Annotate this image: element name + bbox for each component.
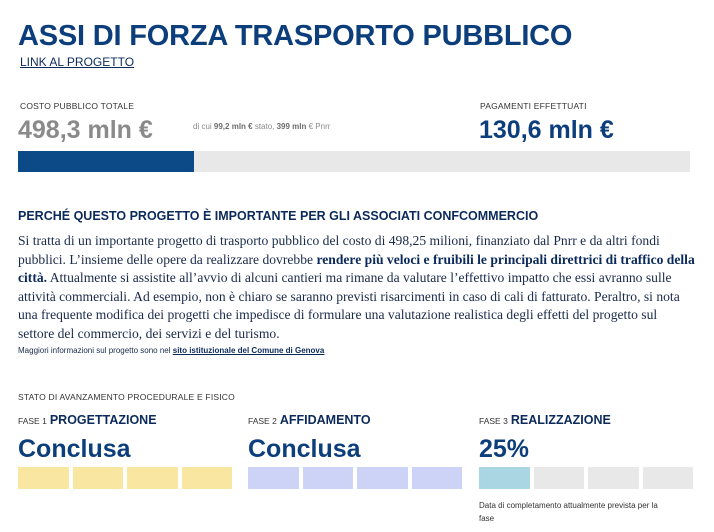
total-cost-label: COSTO PUBBLICO TOTALE xyxy=(20,101,135,111)
note-state-amount: 99,2 mln € xyxy=(213,122,253,131)
importance-text-highlight: rendere più veloci e fruibili le principali direttrici di traffico della città. xyxy=(18,251,695,286)
progress-segment-filled xyxy=(357,467,408,489)
importance-text xyxy=(18,232,696,344)
progress-segment-filled xyxy=(479,467,530,489)
phase-award xyxy=(248,411,462,464)
progress-segment-filled xyxy=(412,467,463,489)
payments-value: 130,6 mln € xyxy=(479,116,614,144)
note-prefix: di cui xyxy=(193,122,214,131)
progress-segment-filled xyxy=(73,467,124,489)
more-info xyxy=(18,346,324,355)
phase-status-value: 25% xyxy=(479,435,530,463)
phase-progress-segments xyxy=(18,467,232,489)
progress-segment-filled xyxy=(248,467,299,489)
phase-design xyxy=(18,411,232,464)
progress-segment-filled xyxy=(127,467,178,489)
note-pnrr-amount: 399 mln xyxy=(276,122,307,131)
phase-name: REALIZZAZIONE xyxy=(510,413,611,427)
progress-segment-filled xyxy=(182,467,233,489)
page-title: ASSI DI FORZA TRASPORTO PUBBLICO xyxy=(18,20,573,52)
progress-segment-empty xyxy=(534,467,585,489)
phase-name: PROGETTAZIONE xyxy=(49,413,157,427)
importance-text-part-2: Attualmente si assistite all’avvio di alcuni cantieri ma rimane da valutare l’effettivo impatto che essi avranno sulle attività commerciali. Ad esempio, non è chiaro se saranno previsti risarcimenti in caso di cali di fatturato. Peraltro, si nota una frequente modifica dei progetti che impedisce di formulare una valutazione realistica degli effetti del progetto sul settore del commercio, dei servizi e del turismo. xyxy=(18,270,680,341)
more-info-text: Maggiori informazioni sul progetto sono nel xyxy=(18,346,173,355)
progress-segment-empty xyxy=(643,467,694,489)
phase-number: FASE 3 xyxy=(479,416,508,426)
phase-progress-segments xyxy=(479,467,693,489)
payments-progress-fill xyxy=(18,151,194,172)
progress-segment-empty xyxy=(588,467,639,489)
phase-number: FASE 1 xyxy=(18,416,47,426)
project-link[interactable]: LINK AL PROGETTO xyxy=(20,55,135,69)
importance-text-part-1: Si tratta di un importante progetto di trasporto pubblico del costo di 498,25 milioni, finanziato dal Pnrr e da altri fondi pubblici. L’insieme delle opere da realizzare dovrebbe xyxy=(18,233,660,267)
municipality-site-link[interactable]: sito istituzionale del Comune di Genova xyxy=(172,346,325,355)
total-cost-value: 498,3 mln € xyxy=(18,116,153,144)
phase-status-value: Conclusa xyxy=(248,435,361,463)
cost-breakdown-note xyxy=(193,121,343,132)
importance-title: PERCHÉ QUESTO PROGETTO È IMPORTANTE PER GLI ASSOCIATI CONFCOMMERCIO xyxy=(18,209,539,223)
note-suffix: € Pnrr xyxy=(306,122,331,131)
phase-progress-segments xyxy=(248,467,462,489)
phase-name: AFFIDAMENTO xyxy=(279,413,371,427)
phase-number: FASE 2 xyxy=(248,416,277,426)
phase-execution xyxy=(479,411,693,523)
payments-progress-bar xyxy=(18,151,690,172)
progress-segment-filled xyxy=(18,467,69,489)
phase-status-value: Conclusa xyxy=(18,435,131,463)
progress-segment-filled xyxy=(303,467,354,489)
note-middle: stato, xyxy=(252,122,277,131)
payments-label: PAGAMENTI EFFETTUATI xyxy=(480,101,587,111)
status-label: STATO DI AVANZAMENTO PROCEDURALE E FISICO xyxy=(18,392,235,402)
phase-completion-note: Data di completamento attualmente prevista per la fase xyxy=(479,501,658,523)
